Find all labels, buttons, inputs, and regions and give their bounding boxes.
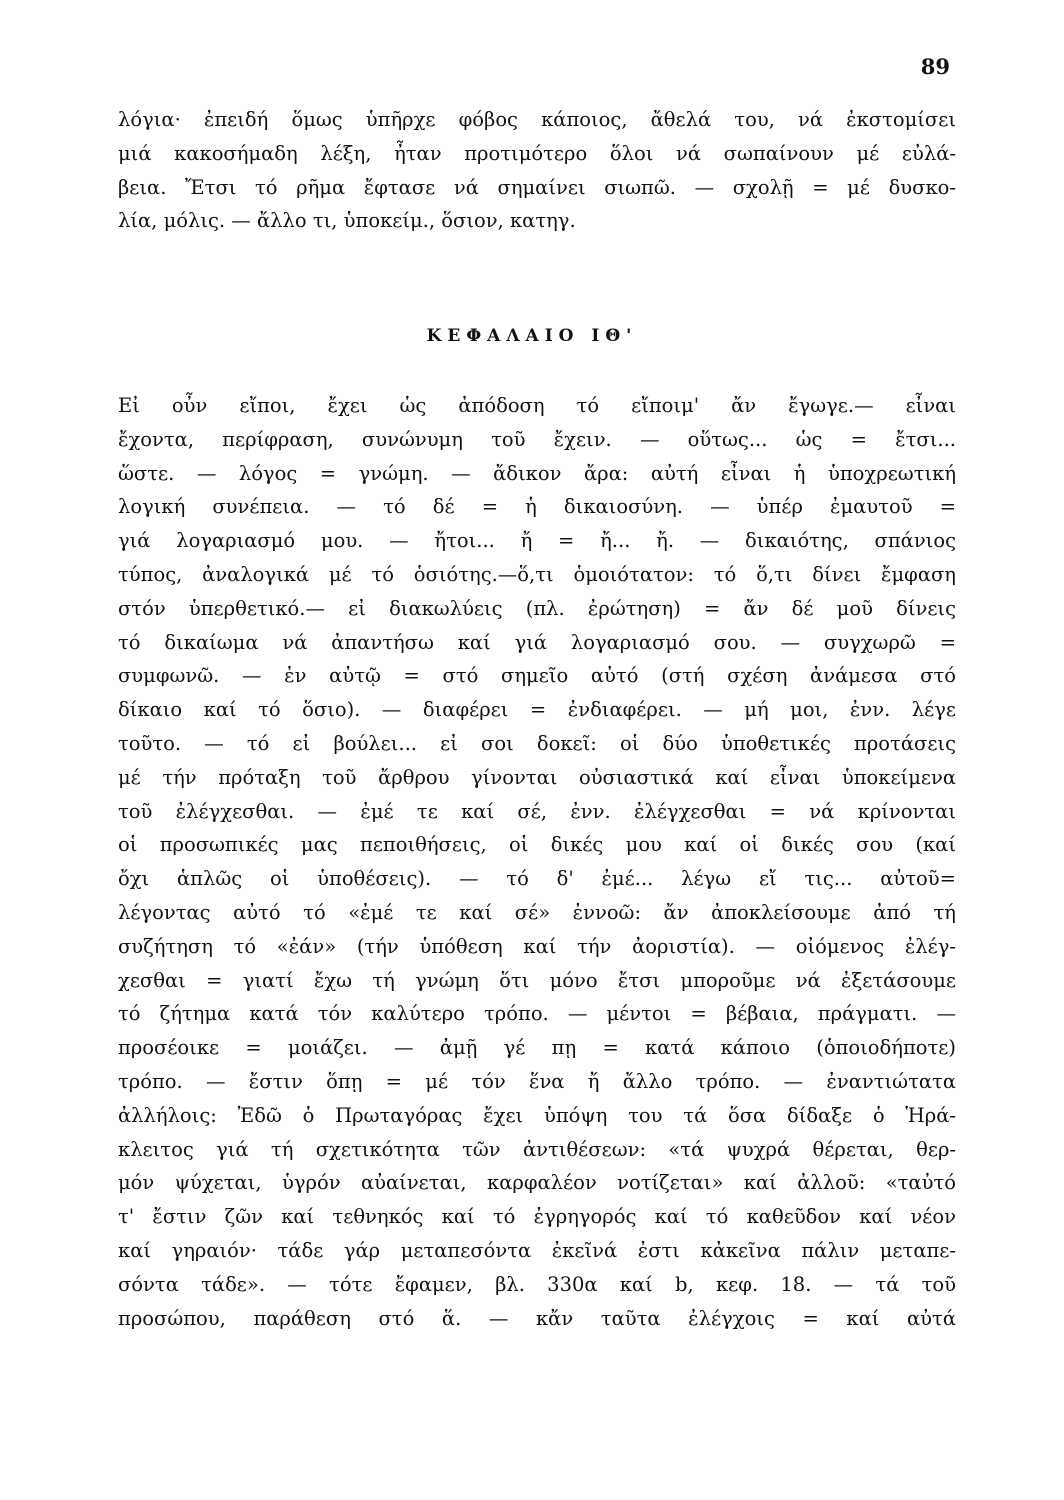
- text-line: ὥστε. — λόγος = γνώμη. — ἄδικον ἄρα: αὐτή εἶναι ἡ ὑποχρεωτική: [118, 461, 956, 485]
- text-line: τό ζήτημα κατά τόν καλύτερο τρόπο. — μέντοι = βέβαια, πράγματι. —: [118, 1002, 956, 1026]
- text-line: βεια. Ἔτσι τό ρῆμα ἔφτασε νά σημαίνει σιωπῶ. — σχολῇ = μέ δυσκο-: [118, 175, 956, 199]
- text-line: μόν ψύχεται, ὑγρόν αὐαίνεται, καρφαλέον νοτίζεται» καί ἀλλοῦ: «ταὐτό: [118, 1171, 956, 1195]
- paragraph-continued: [118, 103, 956, 238]
- text-line: ἔχοντα, περίφραση, συνώνυμη τοῦ ἔχειν. — οὕτως... ὡς = ἔτσι...: [118, 427, 956, 451]
- text-line: τοῦ ἐλέγχεσθαι. — ἐμέ τε καί σέ, ἐνν. ἐλέγχεσθαι = νά κρίνονται: [118, 799, 956, 823]
- text-line: προσώπου, παράθεση στό ἅ. — κἄν ταῦτα ἐλέγχοις = καί αὐτά: [118, 1306, 956, 1330]
- text-line: Εἰ οὖν εἴποι, ἔχει ὡς ἀπόδοση τό εἴποιμ' ἄν ἔγωγε.— εἶναι: [118, 394, 956, 417]
- text-line: χεσθαι = γιατί ἔχω τή γνώμη ὅτι μόνο ἔτσι μποροῦμε νά ἐξετάσουμε: [118, 968, 956, 992]
- text-line: λόγια· ἐπειδή ὅμως ὑπῆρχε φόβος κάποιος, ἄθελά του, νά ἐκστομίσει: [118, 108, 956, 131]
- text-line: οἱ προσωπικές μας πεποιθήσεις, οἱ δικές μου καί οἱ δικές σου (καί: [118, 833, 956, 857]
- text-line: λογική συνέπεια. — τό δέ = ἡ δικαιοσύνη. — ὑπέρ ἐμαυτοῦ =: [118, 495, 956, 519]
- text-line: γιά λογαριασμό μου. — ἤτοι... ἤ = ἤ... ἤ. — δικαιότης, σπάνιος: [118, 529, 956, 553]
- text-line: μέ τήν πρόταξη τοῦ ἄρθρου γίνονται οὐσιαστικά καί εἶναι ὑποκείμενα: [118, 765, 956, 789]
- chapter-heading: ΚΕΦΑΛΑΙΟ ΙΘ': [426, 326, 638, 346]
- page-number: 89: [920, 54, 950, 79]
- text-line: τύπος, ἀναλογικά μέ τό ὁσιότης.—ὅ,τι ὁμοιότατον: τό ὅ,τι δίνει ἔμφαση: [118, 562, 956, 586]
- text-line: ὄχι ἁπλῶς οἱ ὑποθέσεις). — τό δ' ἐμέ... λέγω εἴ τις... αὐτοῦ=: [118, 867, 956, 891]
- text-line: μιά κακοσήμαδη λέξη, ἦταν προτιμότερο ὅλοι νά σωπαίνουν μέ εὐλά-: [118, 141, 956, 165]
- text-line: τρόπο. — ἔστιν ὅπῃ = μέ τόν ἕνα ἤ ἄλλο τρόπο. — ἐναντιώτατα: [118, 1069, 956, 1093]
- text-line: κλειτος γιά τή σχετικότητα τῶν ἀντιθέσεων: «τά ψυχρά θέρεται, θερ-: [118, 1137, 956, 1161]
- text-line: καί γηραιόν· τάδε γάρ μεταπεσόντα ἐκεῖνά ἐστι κἀκεῖνα πάλιν μεταπε-: [118, 1238, 956, 1262]
- text-line: σόντα τάδε». — τότε ἔφαμεν, βλ. 330α καί b, κεφ. 18. — τά τοῦ: [118, 1272, 956, 1296]
- text-line: τό δικαίωμα νά ἀπαντήσω καί γιά λογαριασμό σου. — συγχωρῶ =: [118, 630, 956, 654]
- text-line: λέγοντας αὐτό τό «ἐμέ τε καί σέ» ἐννοῶ: ἄν ἀποκλείσουμε ἀπό τή: [118, 900, 956, 924]
- paragraph-chapter-19: [118, 389, 956, 1335]
- text-line: συμφωνῶ. — ἐν αὐτῷ = στό σημεῖο αὐτό (στή σχέση ἀνάμεσα στό: [118, 664, 956, 688]
- text-line: ἀλλήλοις: Ἐδῶ ὁ Πρωταγόρας ἔχει ὑπόψη του τά ὅσα δίδαξε ὁ Ἡρά-: [118, 1103, 956, 1127]
- text-line: τ' ἔστιν ζῶν καί τεθνηκός καί τό ἐγρηγορός καί τό καθεῦδον καί νέον: [118, 1205, 956, 1229]
- text-line: στόν ὑπερθετικό.— εἰ διακωλύεις (πλ. ἐρώτηση) = ἄν δέ μοῦ δίνεις: [118, 596, 956, 620]
- text-line: τοῦτο. — τό εἰ βούλει... εἰ σοι δοκεῖ: οἱ δύο ὑποθετικές προτάσεις: [118, 731, 956, 755]
- text-line: προσέοικε = μοιάζει. — ἀμῇ γέ πῃ = κατά κάποιο (ὁποιοδήποτε): [118, 1036, 956, 1060]
- text-line: συζήτηση τό «ἐάν» (τήν ὑπόθεση καί τήν ἀοριστία). — οἰόμενος ἐλέγ-: [118, 934, 956, 958]
- text-line: δίκαιο καί τό ὅσιο). — διαφέρει = ἐνδιαφέρει. — μή μοι, ἐνν. λέγε: [118, 698, 956, 722]
- text-line: λία, μόλις. — ἄλλο τι, ὑποκείμ., ὅσιον, κατηγ.: [118, 209, 576, 233]
